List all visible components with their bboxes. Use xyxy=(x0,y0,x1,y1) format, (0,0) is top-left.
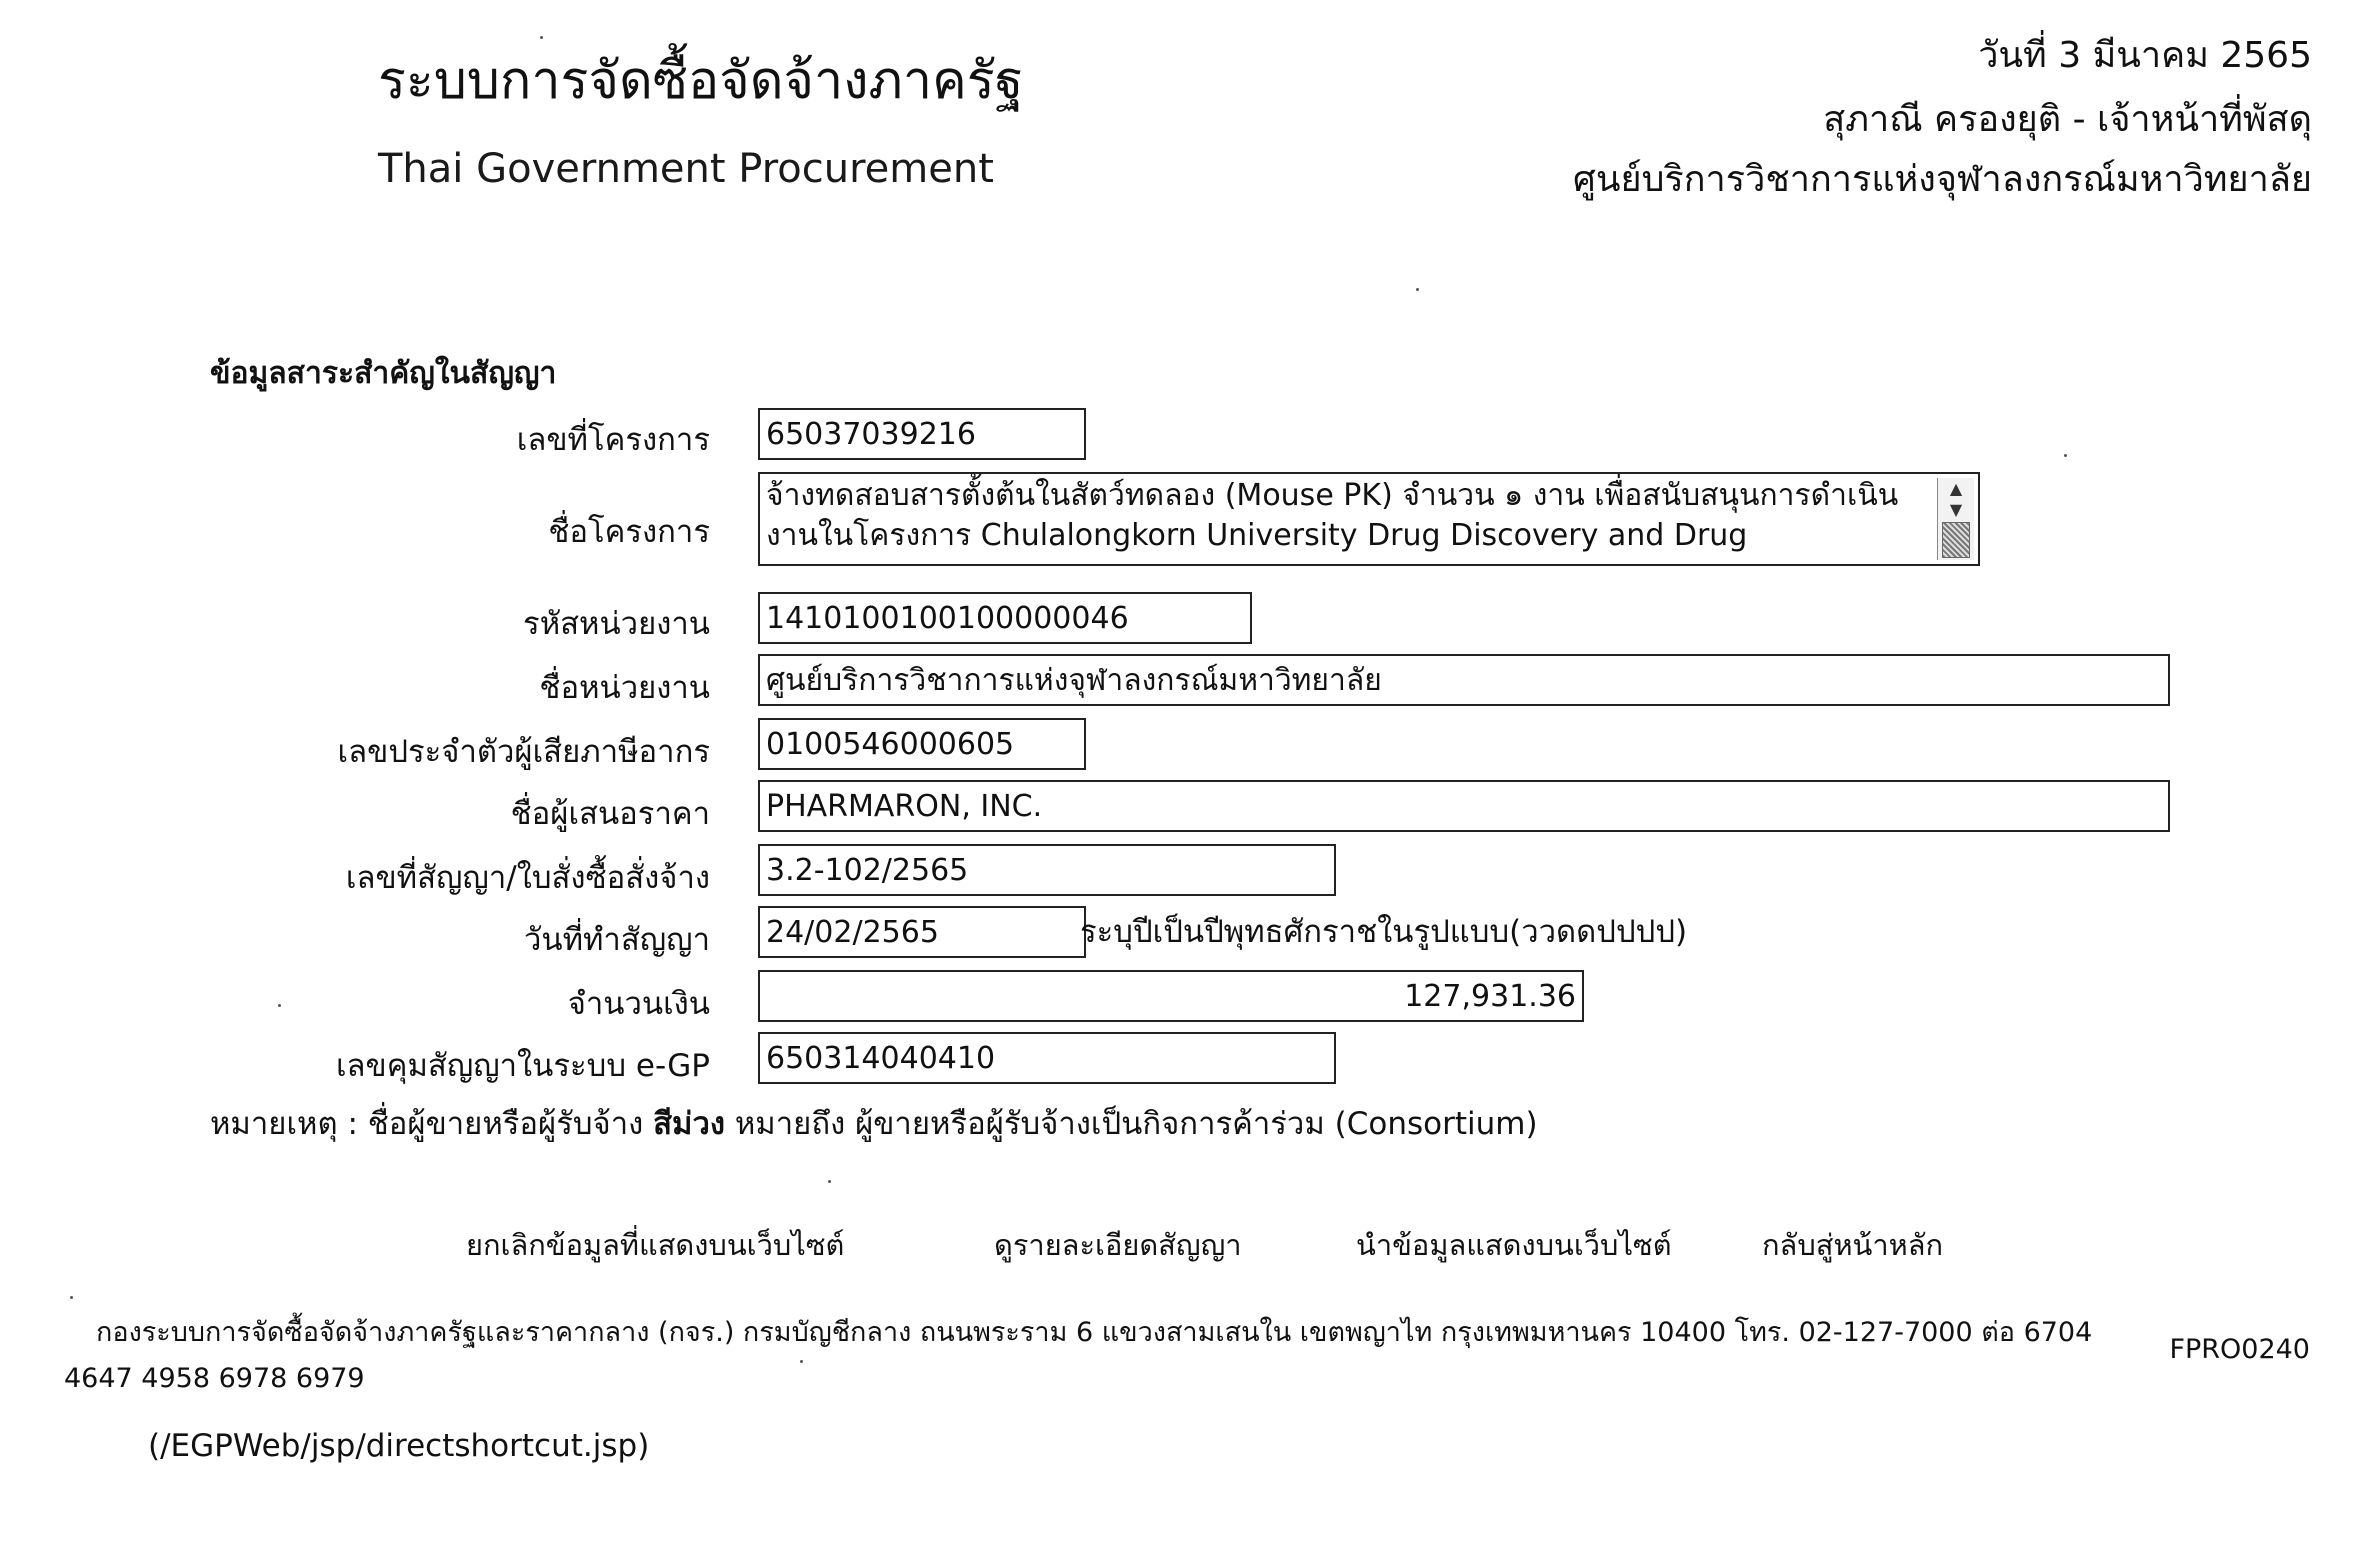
project-name-label: ชื่อโครงการ xyxy=(548,514,710,550)
current-date: วันที่ 3 มีนาคม 2565 xyxy=(1978,35,2312,76)
scan-speck xyxy=(1416,288,1419,291)
project-no-field[interactable] xyxy=(758,408,1086,460)
project-name-textarea[interactable] xyxy=(758,472,1980,566)
tax-id-label: เลขประจำตัวผู้เสียภาษีอากร xyxy=(337,734,710,770)
contract-no-field[interactable] xyxy=(758,844,1336,896)
publish-link[interactable]: นำข้อมูลแสดงบนเว็บไซต์ xyxy=(1356,1228,1672,1262)
user-organization: ศูนย์บริการวิชาการแห่งจุฬาลงกรณ์มหาวิทยาลัย xyxy=(1573,159,2312,200)
agency-name-field[interactable] xyxy=(758,654,2170,706)
agency-code-value: 1410100100100000046 xyxy=(766,600,1129,636)
page-code: FPRO0240 xyxy=(2169,1334,2310,1365)
consortium-note xyxy=(210,1098,1538,1148)
egp-control-no-field[interactable] xyxy=(758,1032,1336,1084)
footer-address: กองระบบการจัดซื้อจัดจ้างภาครัฐและราคากลาง (กจร.) กรมบัญชีกลาง ถนนพระราม 6 แขวงสามเสนใน เขตพญาไท กรุงเทพมหานคร 10400 โทร. 02-127-7000 ต่อ 6704 4647 4958 6978 6979 xyxy=(64,1317,2093,1394)
view-contract-link[interactable]: ดูรายละเอียดสัญญา xyxy=(994,1228,1242,1262)
agency-code-label: รหัสหน่วยงาน xyxy=(523,606,710,642)
amount-value: 127,931.36 xyxy=(1404,978,1576,1014)
page-path: (/EGPWeb/jsp/directshortcut.jsp) xyxy=(148,1428,650,1464)
scan-speck xyxy=(800,1360,803,1363)
agency-code-field[interactable] xyxy=(758,592,1252,644)
contract-no-label: เลขที่สัญญา/ใบสั่งซื้อสั่งจ้าง xyxy=(345,860,710,896)
bidder-name-value: PHARMARON, INC. xyxy=(766,788,1043,824)
agency-name-label: ชื่อหน่วยงาน xyxy=(539,670,710,706)
scan-speck xyxy=(540,36,543,39)
note-highlight: สีม่วง xyxy=(653,1106,726,1142)
project-no-label: เลขที่โครงการ xyxy=(516,422,710,458)
project-name-scrollbar[interactable] xyxy=(1937,478,1974,560)
egp-control-no-value: 650314040410 xyxy=(766,1040,996,1076)
note-prefix: หมายเหตุ : ชื่อผู้ขายหรือผู้รับจ้าง xyxy=(210,1106,644,1142)
contract-date-hint: ระบุปีเป็นปีพุทธศักราชในรูปแบบ(ววดดปปปป) xyxy=(1080,914,1688,950)
egp-control-no-label: เลขคุมสัญญาในระบบ e-GP xyxy=(335,1048,710,1084)
scan-speck xyxy=(70,1296,73,1299)
contract-date-value: 24/02/2565 xyxy=(766,914,939,950)
bidder-name-field[interactable] xyxy=(758,780,2170,832)
note-suffix: หมายถึง ผู้ขายหรือผู้รับจ้างเป็นกิจการค้าร่วม (Consortium) xyxy=(734,1106,1538,1142)
project-name-value: จ้างทดสอบสารตั้งต้นในสัตว์ทดลอง (Mouse PK) จำนวน ๑ งาน เพื่อสนับสนุนการดำเนินงานในโครงการ Chulalongkorn University Drug Discovery and Drug xyxy=(766,478,1899,553)
system-title-english: Thai Government Procurement xyxy=(378,146,994,192)
amount-field[interactable] xyxy=(758,970,1584,1022)
section-title: ข้อมูลสาระสำคัญในสัญญา xyxy=(210,356,557,391)
scroll-down-arrow-icon[interactable]: ▼ xyxy=(1949,500,1963,519)
user-name-role: สุภาณี ครองยุติ - เจ้าหน้าที่พัสดุ xyxy=(1823,99,2312,140)
scroll-up-arrow-icon[interactable]: ▲ xyxy=(1949,479,1963,498)
contract-date-field[interactable] xyxy=(758,906,1086,958)
system-title-thai: ระบบการจัดซื้อจัดจ้างภาครัฐ xyxy=(378,51,1024,111)
contract-date-label: วันที่ทำสัญญา xyxy=(523,922,710,958)
tax-id-value: 0100546000605 xyxy=(766,726,1015,762)
agency-name-value: ศูนย์บริการวิชาการแห่งจุฬาลงกรณ์มหาวิทยาลัย xyxy=(766,662,1382,698)
scan-speck xyxy=(2064,454,2067,457)
project-no-value: 65037039216 xyxy=(766,416,976,452)
back-home-link[interactable]: กลับสู่หน้าหลัก xyxy=(1762,1228,1944,1262)
scan-speck xyxy=(278,1004,281,1007)
cancel-display-link[interactable]: ยกเลิกข้อมูลที่แสดงบนเว็บไซต์ xyxy=(466,1228,845,1262)
amount-label: จำนวนเงิน xyxy=(567,986,710,1022)
scroll-thumb[interactable] xyxy=(1942,522,1970,558)
scan-speck xyxy=(828,1180,831,1183)
contract-no-value: 3.2-102/2565 xyxy=(766,852,969,888)
tax-id-field[interactable] xyxy=(758,718,1086,770)
bidder-name-label: ชื่อผู้เสนอราคา xyxy=(510,796,710,832)
